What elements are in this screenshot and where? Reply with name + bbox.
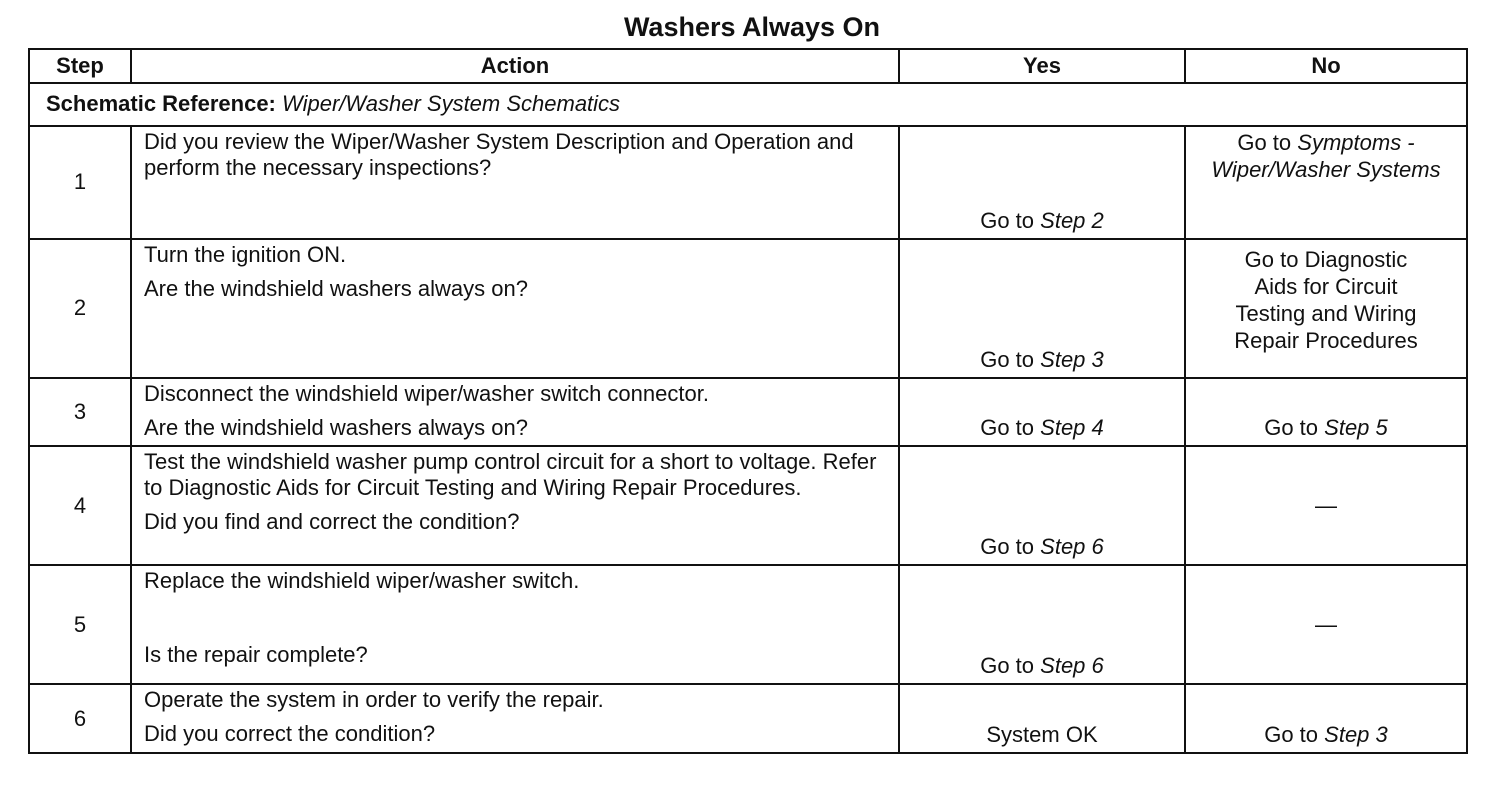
header-no: No — [1185, 49, 1467, 83]
step-number: 4 — [29, 446, 131, 565]
schematic-reference — [29, 83, 1467, 125]
step-number: 1 — [29, 126, 131, 239]
header-row — [29, 49, 1467, 83]
no-cell — [1185, 378, 1467, 447]
action-cell — [131, 684, 899, 753]
schematic-label: Schematic Reference: — [46, 91, 276, 117]
step-number: 3 — [29, 378, 131, 447]
action-text: Disconnect the windshield wiper/washer switch connector. — [144, 380, 709, 406]
action-question: Did you correct the condition? — [144, 721, 436, 747]
yes-cell — [899, 126, 1185, 239]
yes-cell — [899, 378, 1185, 447]
no-prefix: Go to — [1264, 722, 1319, 747]
action-text: Operate the system in order to verify the repair. — [144, 687, 604, 713]
yes-cell: System OK — [899, 684, 1185, 753]
yes-cell — [899, 239, 1185, 378]
yes-step-link: Step 6 — [1040, 534, 1104, 560]
yes-step-link: Step 4 — [1040, 415, 1104, 441]
no-cell — [1185, 684, 1467, 753]
header-step: Step — [29, 49, 131, 83]
schematic-link: Wiper/Washer System Schematics — [282, 91, 621, 117]
yes-prefix: Go to — [980, 653, 1035, 679]
table-row — [29, 378, 1467, 447]
action-question: Is the repair complete? — [144, 642, 368, 668]
yes-cell — [899, 446, 1185, 565]
schematic-row — [29, 83, 1467, 125]
action-question: Are the windshield washers always on? — [144, 414, 528, 440]
action-cell — [131, 565, 899, 684]
step-number: 5 — [29, 565, 131, 684]
yes-prefix: Go to — [980, 415, 1035, 441]
action-cell — [131, 446, 899, 565]
table-row — [29, 126, 1467, 239]
header-yes: Yes — [899, 49, 1185, 83]
table-row — [29, 565, 1467, 684]
header-action: Action — [131, 49, 899, 83]
step-number: 2 — [29, 239, 131, 378]
yes-prefix: Go to — [980, 534, 1035, 560]
table-row — [29, 239, 1467, 378]
yes-prefix: Go to — [980, 207, 1035, 233]
no-prefix: Go to — [1264, 415, 1319, 441]
action-text: Test the windshield washer pump control circuit for a short to voltage. Refer to Diagnostic Aids for Circuit Testing and Wiring Repair Procedures. — [144, 449, 877, 501]
action-text: Did you review the Wiper/Washer System Description and Operation and perform the necessary inspections? — [144, 128, 854, 180]
page-title: Washers Always On — [623, 12, 881, 42]
no-cell: — — [1185, 565, 1467, 684]
action-text: Turn the ignition ON. — [144, 241, 347, 267]
no-symptoms-link: Symptoms - Wiper/Washer Systems — [1211, 129, 1441, 182]
yes-prefix: Go to — [980, 346, 1035, 372]
no-step-link: Step 5 — [1324, 415, 1388, 441]
diagnostic-table — [28, 48, 1468, 754]
action-cell — [131, 126, 899, 239]
no-cell: Go to Diagnostic Aids for Circuit Testing and Wiring Repair Procedures — [1185, 239, 1467, 378]
no-cell: — — [1185, 446, 1467, 565]
table-row — [29, 684, 1467, 753]
yes-step-link: Step 3 — [1040, 346, 1104, 372]
step-number: 6 — [29, 684, 131, 753]
yes-step-link: Step 6 — [1040, 653, 1104, 679]
no-prefix: Go to — [1237, 129, 1292, 155]
no-cell — [1185, 126, 1467, 239]
action-cell — [131, 239, 899, 378]
table-row — [29, 446, 1467, 565]
no-step-link: Step 3 — [1324, 722, 1388, 747]
action-question: Are the windshield washers always on? — [144, 275, 528, 301]
action-question: Did you find and correct the condition? — [144, 509, 520, 535]
yes-step-link: Step 2 — [1040, 207, 1104, 233]
action-cell — [131, 378, 899, 447]
yes-cell — [899, 565, 1185, 684]
action-text: Replace the windshield wiper/washer switch. — [144, 568, 580, 594]
